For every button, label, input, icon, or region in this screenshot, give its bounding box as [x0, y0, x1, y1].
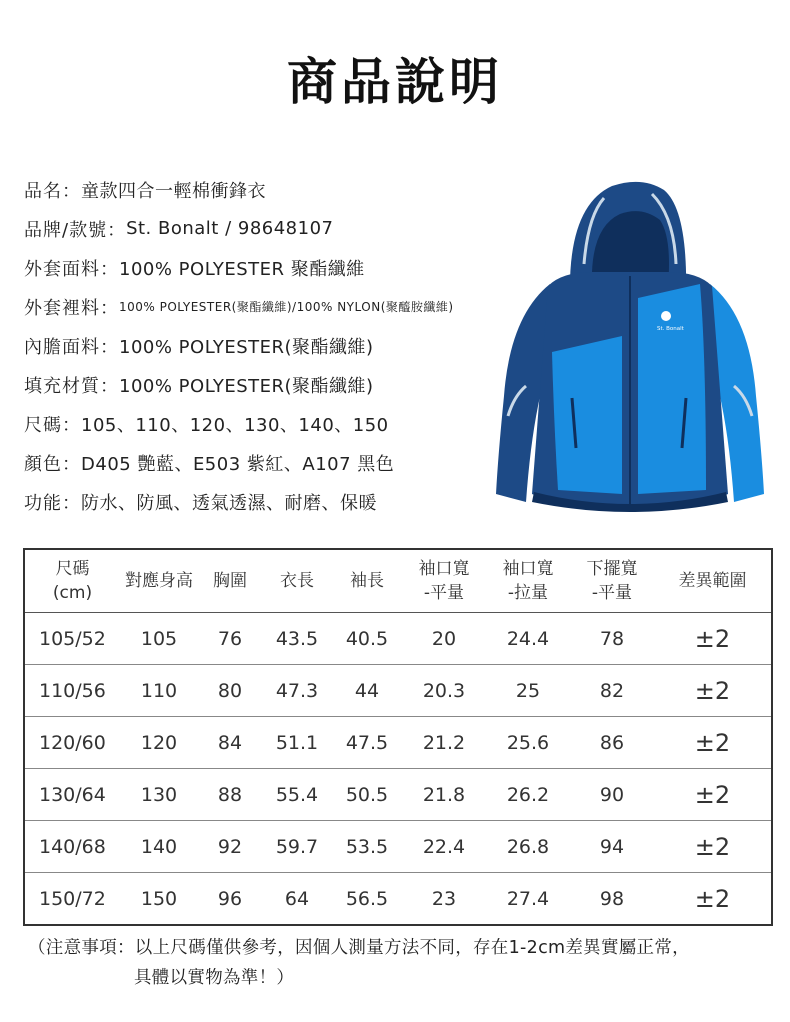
spec-label: 品名 — [24, 180, 62, 202]
table-row — [24, 821, 772, 873]
table-cell: 140/68 — [24, 821, 120, 873]
spec-row-colors — [24, 443, 454, 482]
spec-row-features — [24, 482, 454, 521]
jacket-panel-left — [552, 336, 622, 494]
spec-row-filling — [24, 365, 454, 404]
table-row — [24, 665, 772, 717]
table-cell: 130/64 — [24, 769, 120, 821]
table-cell: 94 — [570, 821, 654, 873]
col-header-height — [120, 549, 198, 613]
table-cell: ±2 — [654, 665, 772, 717]
spec-value: 100% POLYESTER(聚酯纖維) — [119, 375, 374, 397]
table-cell: ±2 — [654, 717, 772, 769]
table-cell: 53.5 — [332, 821, 402, 873]
header-line: -平量 — [591, 583, 633, 603]
spec-separator: ： — [100, 258, 119, 280]
col-header-tolerance — [654, 549, 772, 613]
spec-label: 填充材質 — [24, 375, 100, 397]
spec-separator: ： — [62, 492, 81, 514]
page-title: 商品說明 — [287, 53, 503, 111]
table-cell: 59.7 — [262, 821, 332, 873]
table-cell: 23 — [431, 887, 457, 910]
table-cell: 92 — [198, 821, 262, 873]
table-cell: 78 — [570, 613, 654, 665]
jacket-image — [492, 176, 768, 514]
spec-separator: ： — [100, 297, 119, 319]
table-cell: 27.4 — [506, 887, 550, 910]
header-line: (cm) — [52, 583, 93, 603]
table-cell: ±2 — [654, 821, 772, 873]
spec-value: 100% POLYESTER(聚酯纖維) — [119, 336, 374, 358]
note-line-1: （注意事項：以上尺碼僅供參考，因個人測量方法不同，存在1-2cm差異實屬正常， — [28, 938, 690, 958]
table-cell: ±2 — [654, 613, 772, 665]
spec-value: 105、110、120、130、140、150 — [81, 414, 389, 436]
table-cell: 25 — [486, 665, 570, 717]
table-cell: 26.8 — [486, 821, 570, 873]
disclaimer-note — [28, 933, 778, 993]
table-cell: 44 — [332, 665, 402, 717]
table-cell: 76 — [198, 613, 262, 665]
table-cell: 98 — [599, 887, 625, 910]
spec-value: St. Bonalt / 98648107 — [126, 218, 334, 239]
header-line: 尺碼 — [55, 559, 90, 579]
table-row — [24, 873, 772, 926]
spec-list — [24, 170, 454, 521]
note-line-2: 具體以實物為準！） — [134, 968, 295, 988]
table-header-row — [24, 549, 772, 613]
header-line: 胸圍 — [213, 571, 247, 591]
table-cell: ±2 — [654, 769, 772, 821]
spec-value: 100% POLYESTER(聚酯纖維)/100% NYLON(聚醯胺纖維) — [119, 300, 454, 314]
table-cell: 140 — [120, 821, 198, 873]
spec-label: 外套裡料 — [24, 297, 100, 319]
spec-label: 顏色 — [24, 453, 62, 475]
table-cell: 90 — [570, 769, 654, 821]
table-cell: 21.2 — [402, 717, 486, 769]
table-cell: 21.8 — [402, 769, 486, 821]
table-cell: 82 — [570, 665, 654, 717]
header-line: 下擺寬 — [586, 559, 638, 579]
col-header-chest — [198, 549, 262, 613]
table-cell: 20.3 — [402, 665, 486, 717]
header-line: -平量 — [423, 583, 465, 603]
spec-label: 內膽面料 — [24, 336, 100, 358]
header-line: 衣長 — [280, 571, 314, 591]
header-line: 袖口寬 — [502, 559, 554, 579]
table-cell: 105 — [120, 613, 198, 665]
table-cell: 55.4 — [262, 769, 332, 821]
spec-row-sizes — [24, 404, 454, 443]
table-cell: 86 — [570, 717, 654, 769]
spec-separator: ： — [107, 219, 127, 241]
table-cell: 26.2 — [486, 769, 570, 821]
header-line: -拉量 — [507, 583, 549, 603]
table-cell: ±2 — [694, 884, 731, 913]
table-cell: 24.4 — [486, 613, 570, 665]
table-cell: 150/72 — [39, 887, 106, 910]
col-header-hem-flat — [570, 549, 654, 613]
spec-row-inner-fabric — [24, 326, 454, 365]
header-line: 對應身高 — [125, 571, 193, 591]
spec-label: 品牌/款號 — [24, 219, 108, 241]
table-cell: 110 — [120, 665, 198, 717]
spec-separator: ： — [62, 453, 81, 475]
col-header-length — [262, 549, 332, 613]
spec-value: 童款四合一輕棉衝鋒衣 — [81, 180, 266, 202]
spec-label: 外套面料 — [24, 258, 100, 280]
jacket-logo-text: St. Bonalt — [657, 326, 684, 332]
table-cell: 150 — [140, 887, 178, 910]
table-row — [24, 613, 772, 665]
table-cell: 64 — [284, 887, 310, 910]
spec-value: 防水、防風、透氣透濕、耐磨、保暖 — [81, 492, 377, 514]
spec-value: D405 艷藍、E503 紫紅、A107 黑色 — [81, 453, 395, 475]
table-cell: 22.4 — [402, 821, 486, 873]
table-cell: 50.5 — [332, 769, 402, 821]
col-header-cuff-stretch — [486, 549, 570, 613]
table-cell: 130 — [120, 769, 198, 821]
spec-row-name — [24, 170, 454, 209]
header-line: 袖口寬 — [418, 559, 470, 579]
spec-separator: ： — [62, 180, 81, 202]
spec-row-outer-fabric — [24, 248, 454, 287]
col-header-cuff-flat — [402, 549, 486, 613]
spec-separator: ： — [62, 414, 81, 436]
table-row — [24, 717, 772, 769]
col-header-sleeve — [332, 549, 402, 613]
table-cell: 105/52 — [24, 613, 120, 665]
header-line: 差異範圍 — [678, 571, 747, 591]
table-cell: 20 — [402, 613, 486, 665]
table-cell: 88 — [198, 769, 262, 821]
spec-separator: ： — [100, 336, 119, 358]
spec-row-brand — [24, 209, 454, 248]
table-cell: 120/60 — [24, 717, 120, 769]
table-cell: 96 — [217, 887, 243, 910]
bear-logo-icon — [661, 311, 671, 321]
table-cell: 40.5 — [332, 613, 402, 665]
header-line: 袖長 — [350, 571, 384, 591]
table-cell: 43.5 — [262, 613, 332, 665]
spec-label: 功能 — [24, 492, 62, 514]
table-row — [24, 769, 772, 821]
table-cell: 110/56 — [24, 665, 120, 717]
table-cell: 47.5 — [332, 717, 402, 769]
table-cell: 51.1 — [262, 717, 332, 769]
table-cell: 56.5 — [345, 887, 389, 910]
table-cell: 47.3 — [262, 665, 332, 717]
table-cell: 84 — [198, 717, 262, 769]
spec-separator: ： — [100, 375, 119, 397]
jacket-panel-right — [638, 284, 706, 494]
spec-row-outer-lining — [24, 287, 454, 326]
table-cell: 80 — [198, 665, 262, 717]
spec-value: 100% POLYESTER 聚酯纖維 — [119, 258, 365, 280]
size-table — [23, 548, 773, 926]
table-cell: 25.6 — [486, 717, 570, 769]
table-cell: 120 — [120, 717, 198, 769]
spec-label: 尺碼 — [24, 414, 62, 436]
col-header-size — [24, 549, 120, 613]
